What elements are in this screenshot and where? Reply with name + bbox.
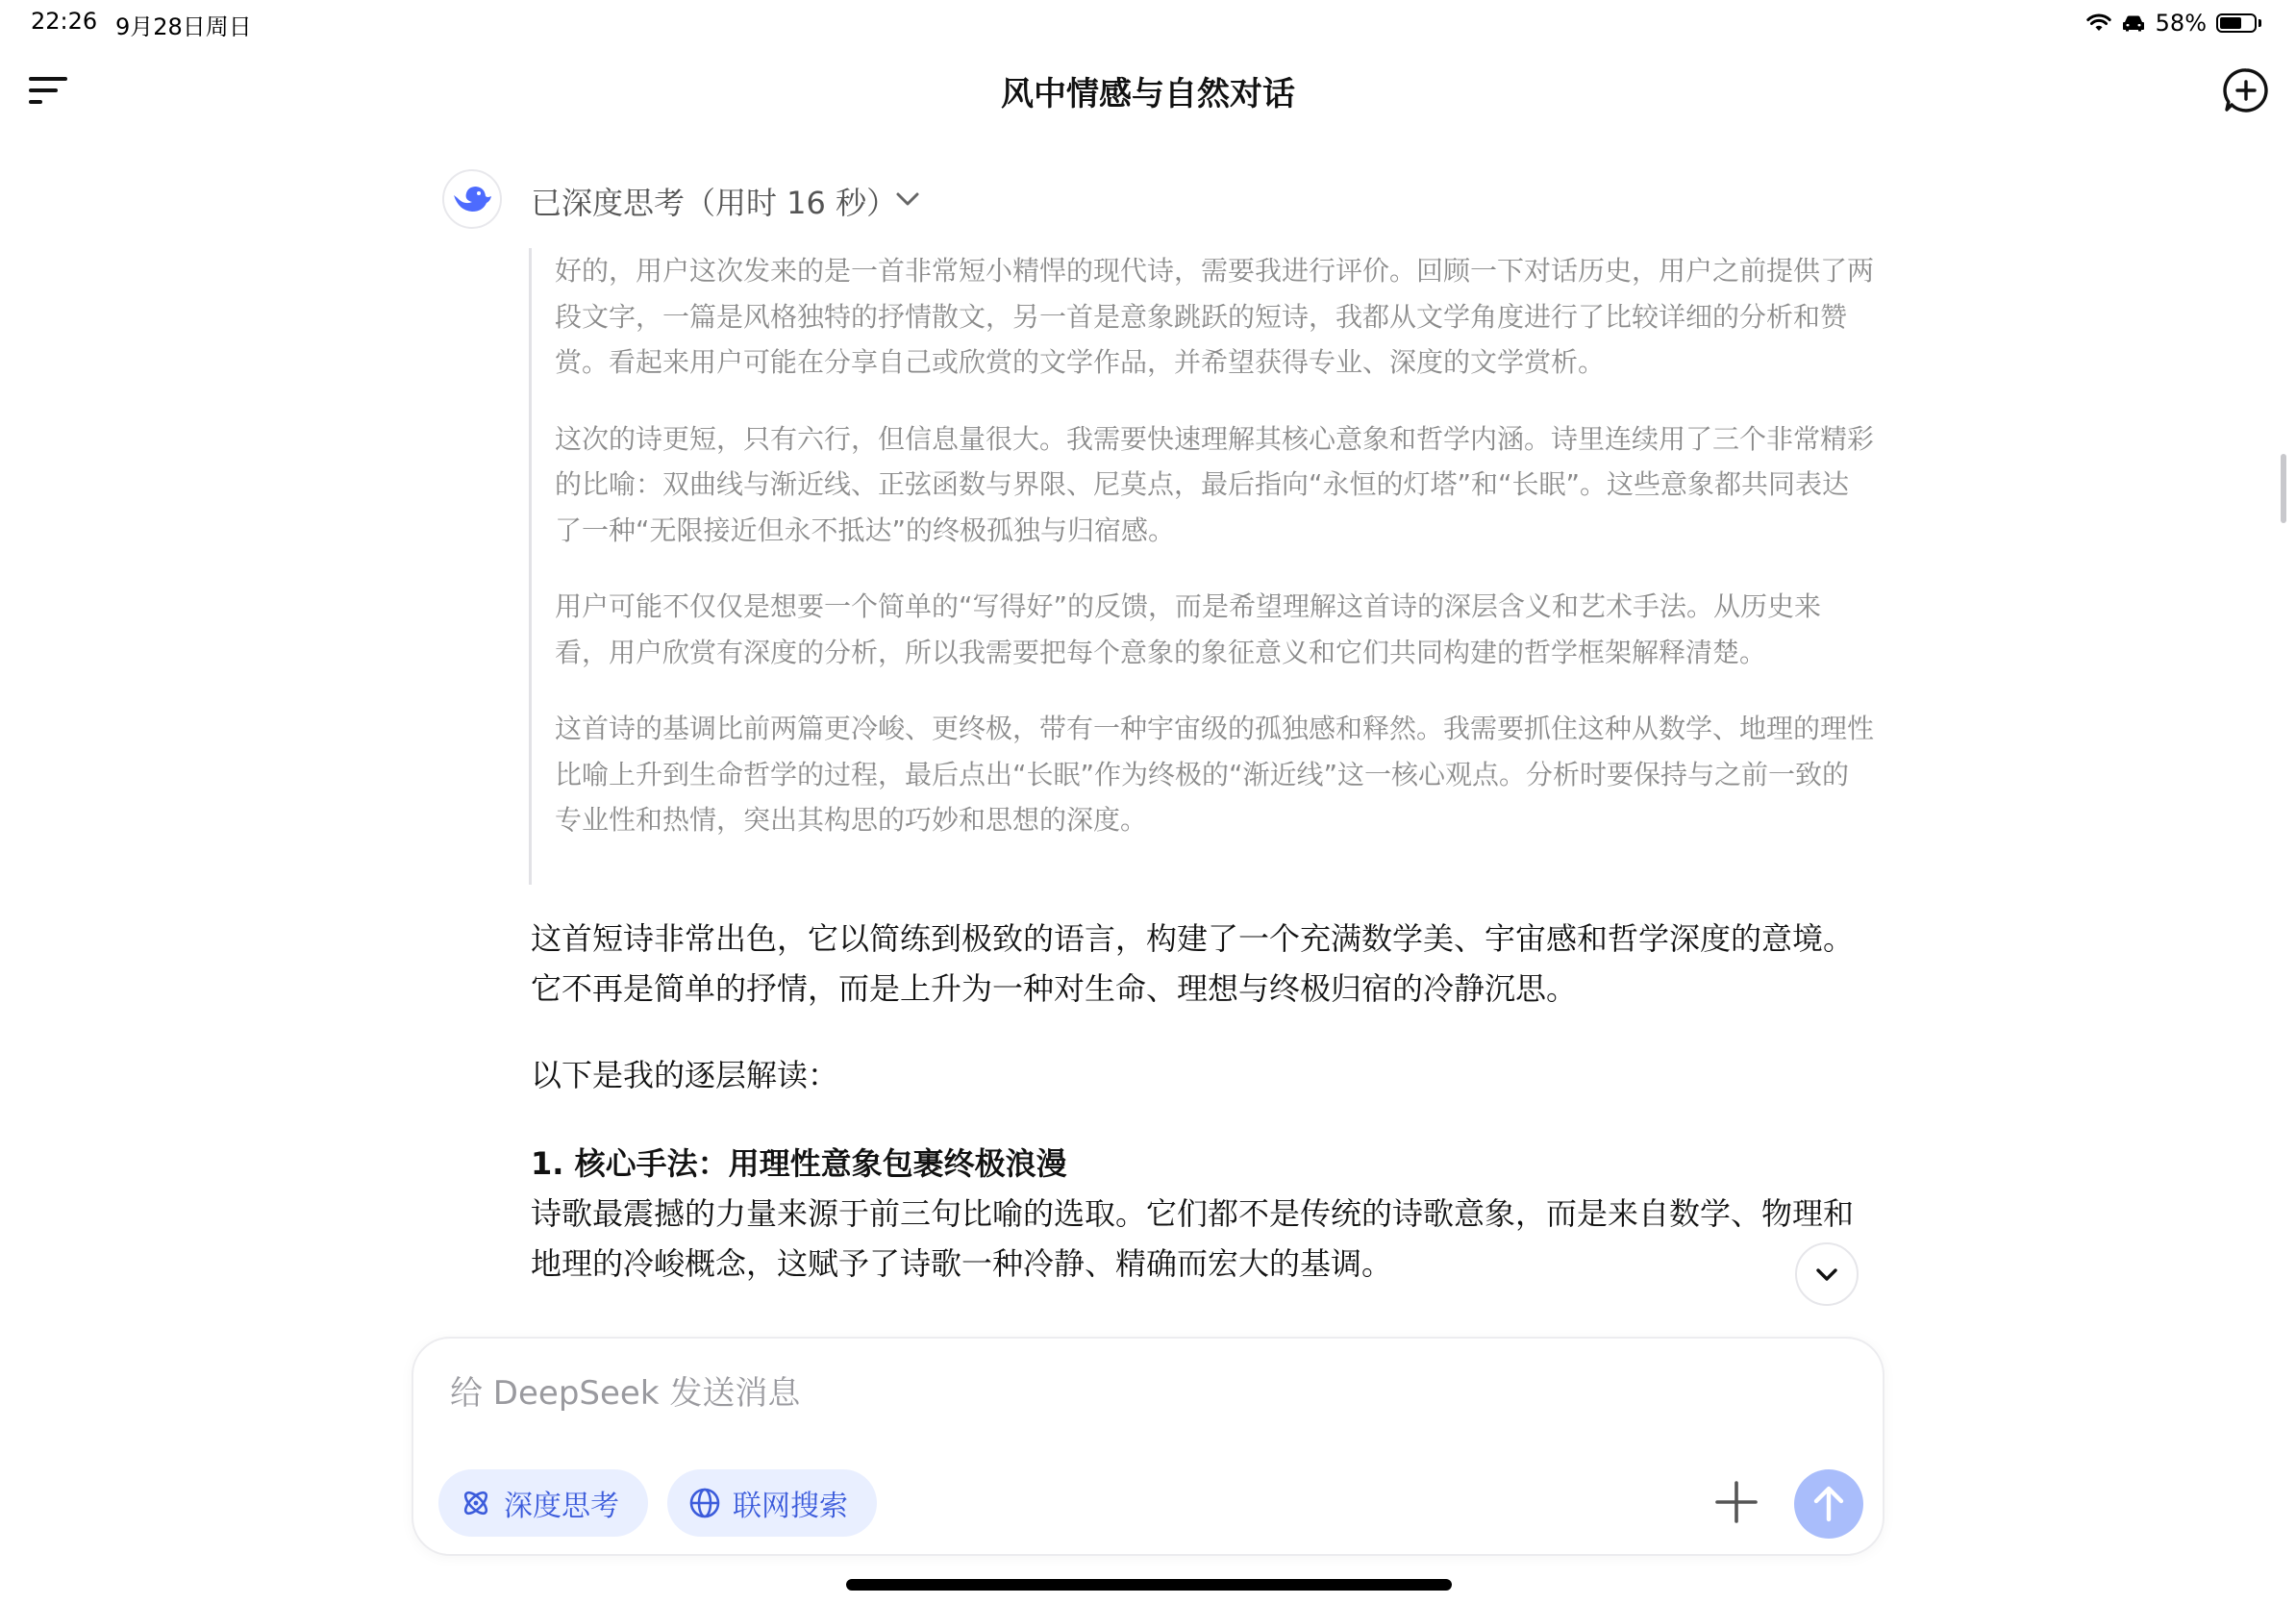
chevron-down-icon[interactable] bbox=[894, 188, 921, 210]
status-date: 9月28日周日 bbox=[115, 13, 252, 40]
scrollbar[interactable] bbox=[2281, 454, 2286, 523]
battery-percent: 58% bbox=[2155, 10, 2207, 37]
thinking-paragraph: 这次的诗更短，只有六行，但信息量很大。我需要快速理解其核心意象和哲学内涵。诗里连续用了三个非常精彩的比喻：双曲线与渐近线、正弦函数与界限、尼莫点，最后指向“永恒的灯塔”和“长眠”。这些意象都共同表达了一种“无限接近但永不抵达”的终极孤独与归宿感。 bbox=[555, 422, 1875, 546]
wifi-icon bbox=[2086, 13, 2111, 33]
status-time: 22:26 bbox=[31, 8, 98, 35]
page-title: 风中情感与自然对话 bbox=[1001, 75, 1295, 113]
status-indicators bbox=[2086, 8, 2261, 38]
thinking-content bbox=[529, 248, 1875, 885]
thinking-paragraph: 好的，用户这次发来的是一首非常短小精悍的现代诗，需要我进行评价。回顾一下对话历史，用户之前提供了两段文字，一篇是风格独特的抒情散文，另一首是意象跳跃的短诗，我都从文学角度进行了比较详细的分析和赞赏。看起来用户可能在分享自己或欣赏的文学作品，并希望获得专业、深度的文学赏析。 bbox=[555, 255, 1875, 378]
message-input[interactable] bbox=[448, 1373, 1702, 1414]
answer-section-heading: 1. 核心手法：用理性意象包裹终极浪漫 bbox=[531, 1145, 1067, 1182]
answer-lead: 以下是我的逐层解读： bbox=[531, 1057, 839, 1093]
car-icon bbox=[2121, 13, 2146, 33]
globe-icon bbox=[688, 1487, 721, 1519]
send-button[interactable] bbox=[1794, 1469, 1863, 1539]
chevron-down-icon bbox=[1813, 1265, 1840, 1284]
scroll-to-bottom-button[interactable] bbox=[1795, 1242, 1859, 1306]
new-chat-icon[interactable] bbox=[2223, 67, 2269, 113]
arrow-up-icon bbox=[1811, 1485, 1846, 1523]
thinking-toggle-label[interactable]: 已深度思考（用时 16 秒） bbox=[531, 185, 898, 221]
battery-cap bbox=[2259, 19, 2261, 27]
answer-section-body: 诗歌最震撼的力量来源于前三句比喻的选取。它们都不是传统的诗歌意象，而是来自数学、物理和地理的冷峻概念，这赋予了诗歌一种冷静、精确而宏大的基调。 bbox=[531, 1195, 1855, 1282]
deep-think-label: 深度思考 bbox=[504, 1490, 619, 1523]
thinking-paragraph: 这首诗的基调比前两篇更冷峻、更终极，带有一种宇宙级的孤独感和释然。我需要抓住这种从数学、地理的理性比喻上升到生命哲学的过程，最后点出“长眠”作为终极的“渐近线”这一核心观点。分析时要保持与之前一致的专业性和热情，突出其构思的巧妙和思想的深度。 bbox=[555, 713, 1875, 836]
battery-icon bbox=[2216, 13, 2257, 33]
attach-plus-icon[interactable] bbox=[1715, 1481, 1758, 1523]
assistant-answer bbox=[531, 914, 1877, 1289]
home-indicator bbox=[846, 1579, 1452, 1591]
deepseek-logo-icon bbox=[442, 169, 502, 229]
status-bar bbox=[0, 0, 2296, 46]
web-search-label: 联网搜索 bbox=[733, 1490, 848, 1523]
deep-think-button[interactable] bbox=[438, 1469, 648, 1537]
answer-intro: 这首短诗非常出色，它以简练到极致的语言，构建了一个充满数学美、宇宙感和哲学深度的意境。它不再是简单的抒情，而是上升为一种对生命、理想与终极归宿的冷静沉思。 bbox=[531, 920, 1855, 1007]
message-composer bbox=[412, 1337, 1884, 1556]
web-search-button[interactable] bbox=[667, 1469, 877, 1537]
thinking-paragraph: 用户可能不仅仅是想要一个简单的“写得好”的反馈，而是希望理解这首诗的深层含义和艺术手法。从历史来看，用户欣赏有深度的分析，所以我需要把每个意象的象征意义和它们共同构建的哲学框架解释清楚。 bbox=[555, 590, 1822, 668]
atom-icon bbox=[460, 1487, 492, 1519]
